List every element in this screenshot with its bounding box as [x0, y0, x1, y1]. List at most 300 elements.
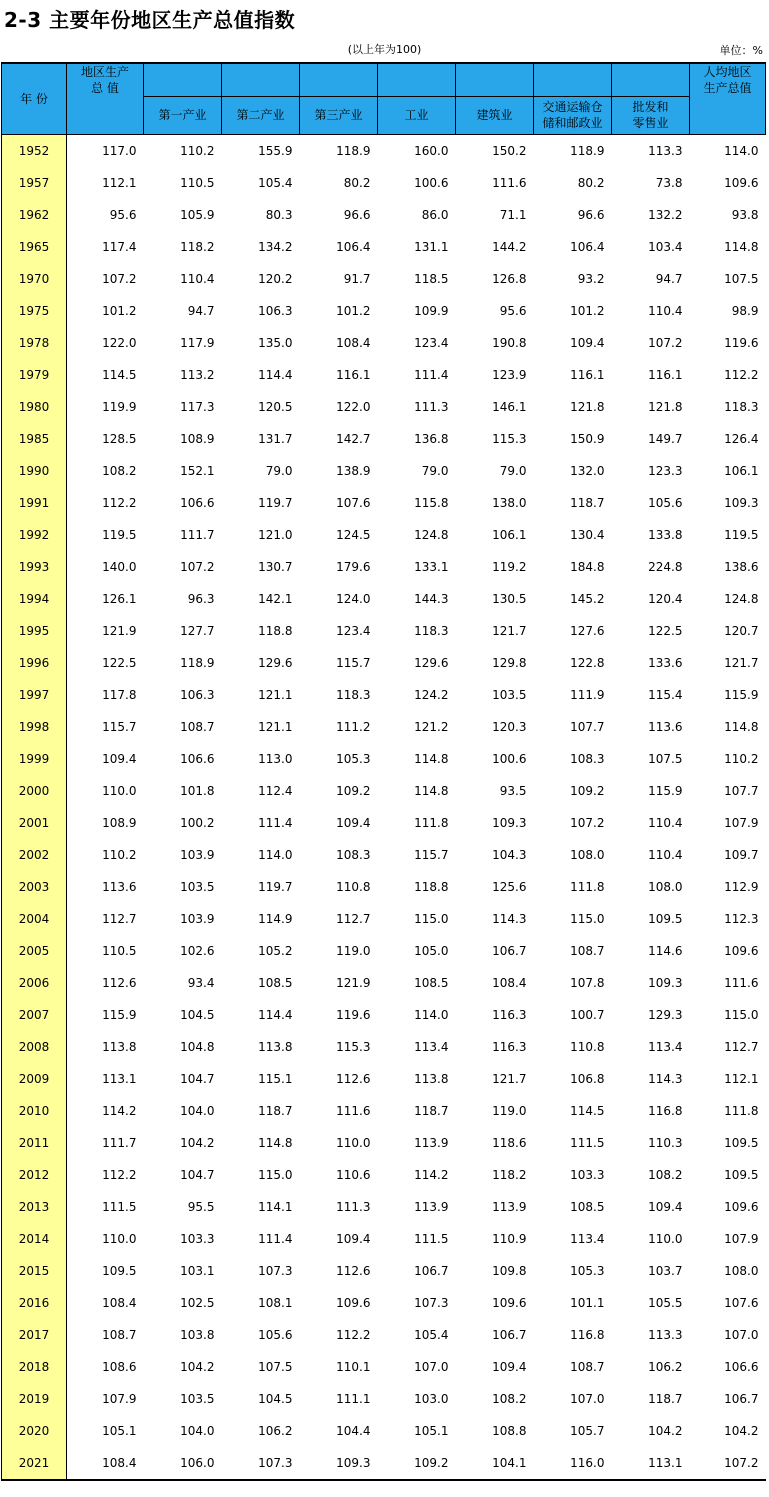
value-cell: 80.3 — [265, 207, 293, 222]
year-cell: 1985 — [2, 423, 67, 455]
value-cell: 117.0 — [102, 143, 137, 158]
value-cell: 104.2 — [180, 1135, 215, 1150]
value-cell: 117.3 — [180, 399, 215, 414]
value-cell: 121.1 — [258, 719, 293, 734]
header-tertiary: 第三产业 — [300, 96, 378, 134]
header-primary: 第一产业 — [144, 96, 222, 134]
year-cell: 2003 — [2, 871, 67, 903]
value-cell: 116.3 — [492, 1007, 527, 1022]
value-cell: 120.7 — [724, 623, 759, 638]
value-cell: 109.5 — [724, 1167, 759, 1182]
value-cell: 109.6 — [724, 175, 759, 190]
value-cell: 107.5 — [258, 1359, 293, 1374]
value-cell: 106.7 — [414, 1263, 449, 1278]
value-cell: 109.4 — [570, 335, 605, 350]
value-cell: 107.9 — [724, 815, 759, 830]
value-cell: 106.2 — [648, 1359, 683, 1374]
value-cell: 105.3 — [570, 1263, 605, 1278]
value-cell: 123.9 — [492, 367, 527, 382]
value-cell: 115.0 — [414, 911, 449, 926]
table-row — [2, 519, 766, 551]
value-cell: 106.7 — [492, 943, 527, 958]
year-cell: 1970 — [2, 263, 67, 295]
value-cell: 113.9 — [414, 1135, 449, 1150]
value-cell: 105.2 — [258, 943, 293, 958]
header-per-capita-lower — [690, 96, 766, 134]
value-cell: 91.7 — [343, 271, 371, 286]
table-row — [2, 1031, 766, 1063]
value-cell: 115.4 — [648, 687, 683, 702]
value-cell: 138.6 — [724, 559, 759, 574]
table-row — [2, 199, 766, 231]
value-cell: 109.3 — [648, 975, 683, 990]
header-secondary: 第二产业 — [222, 96, 300, 134]
value-cell: 132.2 — [648, 207, 683, 222]
value-cell: 108.2 — [648, 1167, 683, 1182]
value-cell: 124.8 — [414, 527, 449, 542]
value-cell: 100.6 — [492, 751, 527, 766]
year-cell: 2014 — [2, 1223, 67, 1255]
value-cell: 150.9 — [570, 431, 605, 446]
value-cell: 111.1 — [336, 1391, 371, 1406]
value-cell: 114.3 — [648, 1071, 683, 1086]
value-cell: 112.2 — [336, 1327, 371, 1342]
value-cell: 111.8 — [570, 879, 605, 894]
value-cell: 113.9 — [414, 1199, 449, 1214]
year-cell: 2009 — [2, 1063, 67, 1095]
value-cell: 111.8 — [724, 1103, 759, 1118]
value-cell: 106.7 — [492, 1327, 527, 1342]
value-cell: 131.7 — [258, 431, 293, 446]
value-cell: 103.8 — [180, 1327, 215, 1342]
value-cell: 108.4 — [336, 335, 371, 350]
value-cell: 144.2 — [492, 239, 527, 254]
value-cell: 138.0 — [492, 495, 527, 510]
value-cell: 101.1 — [570, 1295, 605, 1310]
value-cell: 224.8 — [648, 559, 683, 574]
table-row — [2, 679, 766, 711]
value-cell: 103.7 — [648, 1263, 683, 1278]
year-cell: 1962 — [2, 199, 67, 231]
header-gdp-lower — [67, 96, 144, 134]
year-cell: 2010 — [2, 1095, 67, 1127]
value-cell: 114.8 — [724, 239, 759, 254]
value-cell: 108.4 — [492, 975, 527, 990]
value-cell: 118.6 — [492, 1135, 527, 1150]
value-cell: 114.5 — [102, 367, 137, 382]
value-cell: 100.7 — [570, 1007, 605, 1022]
table-header — [2, 63, 766, 134]
value-cell: 121.7 — [492, 623, 527, 638]
value-cell: 107.2 — [570, 815, 605, 830]
year-cell: 2020 — [2, 1415, 67, 1447]
value-cell: 118.8 — [258, 623, 293, 638]
header-gap-3 — [300, 63, 378, 96]
value-cell: 190.8 — [492, 335, 527, 350]
value-cell: 109.4 — [336, 815, 371, 830]
table-row — [2, 999, 766, 1031]
value-cell: 104.0 — [180, 1103, 215, 1118]
value-cell: 121.7 — [492, 1071, 527, 1086]
value-cell: 111.8 — [414, 815, 449, 830]
value-cell: 104.7 — [180, 1167, 215, 1182]
year-cell: 1979 — [2, 359, 67, 391]
table-row — [2, 1383, 766, 1415]
value-cell: 112.4 — [258, 783, 293, 798]
value-cell: 96.6 — [343, 207, 371, 222]
value-cell: 120.4 — [648, 591, 683, 606]
value-cell: 107.2 — [102, 271, 137, 286]
gdp-index-table — [1, 62, 766, 1481]
value-cell: 108.7 — [180, 719, 215, 734]
year-cell: 2021 — [2, 1447, 67, 1480]
value-cell: 104.4 — [336, 1423, 371, 1438]
value-cell: 118.8 — [414, 879, 449, 894]
value-cell: 109.5 — [102, 1263, 137, 1278]
value-cell: 109.2 — [570, 783, 605, 798]
value-cell: 105.7 — [570, 1423, 605, 1438]
value-cell: 110.8 — [570, 1039, 605, 1054]
value-cell: 107.0 — [570, 1391, 605, 1406]
value-cell: 126.4 — [724, 431, 759, 446]
value-cell: 104.2 — [180, 1359, 215, 1374]
value-cell: 107.5 — [648, 751, 683, 766]
value-cell: 106.4 — [570, 239, 605, 254]
value-cell: 149.7 — [648, 431, 683, 446]
value-cell: 111.4 — [414, 367, 449, 382]
value-cell: 109.4 — [648, 1199, 683, 1214]
value-cell: 113.2 — [180, 367, 215, 382]
value-cell: 109.5 — [724, 1135, 759, 1150]
year-cell: 1999 — [2, 743, 67, 775]
value-cell: 121.7 — [724, 655, 759, 670]
value-cell: 108.4 — [67, 1447, 144, 1480]
value-cell: 101.2 — [570, 303, 605, 318]
value-cell: 96.6 — [577, 207, 605, 222]
value-cell: 115.0 — [570, 911, 605, 926]
value-cell: 114.0 — [258, 847, 293, 862]
value-cell: 118.9 — [336, 143, 371, 158]
value-cell: 142.1 — [258, 591, 293, 606]
value-cell: 104.5 — [258, 1391, 293, 1406]
value-cell: 133.1 — [414, 559, 449, 574]
value-cell: 110.8 — [336, 879, 371, 894]
value-cell: 106.1 — [492, 527, 527, 542]
value-cell: 104.1 — [456, 1447, 534, 1480]
value-cell: 119.2 — [492, 559, 527, 574]
value-cell: 105.6 — [258, 1327, 293, 1342]
value-cell: 106.3 — [258, 303, 293, 318]
year-cell: 1975 — [2, 295, 67, 327]
year-cell: 2017 — [2, 1319, 67, 1351]
value-cell: 111.5 — [102, 1199, 137, 1214]
value-cell: 103.9 — [180, 911, 215, 926]
table-row — [2, 903, 766, 935]
value-cell: 112.2 — [724, 367, 759, 382]
value-cell: 108.1 — [258, 1295, 293, 1310]
value-cell: 109.5 — [648, 911, 683, 926]
value-cell: 117.4 — [102, 239, 137, 254]
value-cell: 102.5 — [180, 1295, 215, 1310]
value-cell: 142.7 — [336, 431, 371, 446]
year-cell: 2005 — [2, 935, 67, 967]
value-cell: 112.3 — [724, 911, 759, 926]
table-row — [2, 295, 766, 327]
value-cell: 105.5 — [648, 1295, 683, 1310]
value-cell: 116.8 — [570, 1327, 605, 1342]
value-cell: 100.2 — [180, 815, 215, 830]
value-cell: 116.1 — [648, 367, 683, 382]
value-cell: 110.6 — [336, 1167, 371, 1182]
value-cell: 114.8 — [258, 1135, 293, 1150]
value-cell: 114.9 — [258, 911, 293, 926]
value-cell: 118.7 — [414, 1103, 449, 1118]
value-cell: 117.9 — [180, 335, 215, 350]
value-cell: 114.8 — [414, 783, 449, 798]
value-cell: 108.7 — [570, 1359, 605, 1374]
value-cell: 95.6 — [109, 207, 137, 222]
header-wholesale: 批发和 零售业 — [612, 96, 690, 134]
year-cell: 1996 — [2, 647, 67, 679]
header-gap-6 — [534, 63, 612, 96]
value-cell: 103.5 — [180, 1391, 215, 1406]
value-cell: 107.6 — [336, 495, 371, 510]
value-cell: 116.3 — [492, 1039, 527, 1054]
value-cell: 118.7 — [258, 1103, 293, 1118]
value-cell: 104.7 — [180, 1071, 215, 1086]
value-cell: 105.9 — [180, 207, 215, 222]
value-cell: 71.1 — [499, 207, 527, 222]
value-cell: 111.7 — [102, 1135, 137, 1150]
value-cell: 116.8 — [648, 1103, 683, 1118]
header-gap-5 — [456, 63, 534, 96]
table-row — [2, 1351, 766, 1383]
value-cell: 106.7 — [724, 1391, 759, 1406]
value-cell: 145.2 — [570, 591, 605, 606]
table-row — [2, 743, 766, 775]
value-cell: 108.2 — [492, 1391, 527, 1406]
value-cell: 107.3 — [414, 1295, 449, 1310]
value-cell: 114.4 — [258, 1007, 293, 1022]
value-cell: 121.8 — [570, 399, 605, 414]
value-cell: 80.2 — [343, 175, 371, 190]
value-cell: 108.0 — [570, 847, 605, 862]
value-cell: 114.6 — [648, 943, 683, 958]
year-cell: 1952 — [2, 134, 67, 167]
value-cell: 110.3 — [648, 1135, 683, 1150]
value-cell: 109.4 — [336, 1231, 371, 1246]
table-row — [2, 839, 766, 871]
value-cell: 108.4 — [102, 1295, 137, 1310]
value-cell: 104.0 — [180, 1423, 215, 1438]
value-cell: 103.1 — [180, 1263, 215, 1278]
table-row — [2, 455, 766, 487]
value-cell: 107.7 — [724, 783, 759, 798]
year-cell: 2006 — [2, 967, 67, 999]
value-cell: 121.9 — [336, 975, 371, 990]
header-transport: 交通运输仓 储和邮政业 — [534, 96, 612, 134]
value-cell: 122.0 — [336, 399, 371, 414]
value-cell: 96.3 — [187, 591, 215, 606]
value-cell: 101.2 — [336, 303, 371, 318]
value-cell: 123.3 — [648, 463, 683, 478]
value-cell: 110.9 — [492, 1231, 527, 1246]
value-cell: 115.9 — [102, 1007, 137, 1022]
value-cell: 107.0 — [724, 1327, 759, 1342]
value-cell: 119.7 — [258, 495, 293, 510]
value-cell: 121.8 — [648, 399, 683, 414]
value-cell: 116.0 — [534, 1447, 612, 1480]
table-row — [2, 1415, 766, 1447]
value-cell: 115.0 — [724, 1007, 759, 1022]
value-cell: 107.2 — [180, 559, 215, 574]
value-cell: 109.3 — [724, 495, 759, 510]
value-cell: 122.5 — [102, 655, 137, 670]
value-cell: 111.3 — [336, 1199, 371, 1214]
value-cell: 112.6 — [336, 1263, 371, 1278]
value-cell: 113.9 — [492, 1199, 527, 1214]
value-cell: 130.4 — [570, 527, 605, 542]
value-cell: 111.5 — [570, 1135, 605, 1150]
header-year: 年 份 — [2, 63, 67, 134]
value-cell: 179.6 — [336, 559, 371, 574]
value-cell: 108.5 — [258, 975, 293, 990]
value-cell: 115.7 — [336, 655, 371, 670]
table-row — [2, 807, 766, 839]
value-cell: 93.5 — [499, 783, 527, 798]
value-cell: 79.0 — [265, 463, 293, 478]
value-cell: 109.3 — [300, 1447, 378, 1480]
value-cell: 93.8 — [731, 207, 759, 222]
value-cell: 136.8 — [414, 431, 449, 446]
value-cell: 123.4 — [414, 335, 449, 350]
value-cell: 115.0 — [258, 1167, 293, 1182]
value-cell: 114.8 — [414, 751, 449, 766]
table-row — [2, 1255, 766, 1287]
value-cell: 114.2 — [102, 1103, 137, 1118]
value-cell: 114.4 — [258, 367, 293, 382]
value-cell: 113.4 — [570, 1231, 605, 1246]
value-cell: 118.9 — [180, 655, 215, 670]
value-cell: 109.4 — [102, 751, 137, 766]
value-cell: 112.1 — [724, 1071, 759, 1086]
value-cell: 115.7 — [102, 719, 137, 734]
table-row — [2, 1063, 766, 1095]
value-cell: 113.8 — [258, 1039, 293, 1054]
value-cell: 106.0 — [144, 1447, 222, 1480]
year-cell: 2011 — [2, 1127, 67, 1159]
value-cell: 103.9 — [180, 847, 215, 862]
value-cell: 108.6 — [102, 1359, 137, 1374]
table-row — [2, 134, 766, 167]
value-cell: 105.1 — [414, 1423, 449, 1438]
year-cell: 2018 — [2, 1351, 67, 1383]
value-cell: 132.0 — [570, 463, 605, 478]
value-cell: 125.6 — [492, 879, 527, 894]
value-cell: 112.7 — [724, 1039, 759, 1054]
value-cell: 118.5 — [414, 271, 449, 286]
value-cell: 114.8 — [724, 719, 759, 734]
value-cell: 108.5 — [414, 975, 449, 990]
value-cell: 111.4 — [258, 815, 293, 830]
value-cell: 107.5 — [724, 271, 759, 286]
value-cell: 110.0 — [648, 1231, 683, 1246]
value-cell: 110.0 — [102, 783, 137, 798]
value-cell: 107.6 — [724, 1295, 759, 1310]
value-cell: 115.1 — [258, 1071, 293, 1086]
value-cell: 101.8 — [180, 783, 215, 798]
value-cell: 102.6 — [180, 943, 215, 958]
value-cell: 116.1 — [570, 367, 605, 382]
table-row — [2, 263, 766, 295]
value-cell: 121.1 — [258, 687, 293, 702]
value-cell: 107.9 — [724, 1231, 759, 1246]
value-cell: 104.3 — [492, 847, 527, 862]
value-cell: 113.8 — [414, 1071, 449, 1086]
value-cell: 110.0 — [336, 1135, 371, 1150]
value-cell: 105.4 — [258, 175, 293, 190]
year-cell: 2016 — [2, 1287, 67, 1319]
value-cell: 93.2 — [577, 271, 605, 286]
value-cell: 118.3 — [414, 623, 449, 638]
value-cell: 127.7 — [180, 623, 215, 638]
value-cell: 100.6 — [414, 175, 449, 190]
value-cell: 119.5 — [724, 527, 759, 542]
value-cell: 113.6 — [648, 719, 683, 734]
header-industry: 工业 — [378, 96, 456, 134]
year-cell: 2019 — [2, 1383, 67, 1415]
value-cell: 120.5 — [258, 399, 293, 414]
table-row — [2, 327, 766, 359]
value-cell: 108.3 — [570, 751, 605, 766]
table-row — [2, 1223, 766, 1255]
value-cell: 108.7 — [102, 1327, 137, 1342]
value-cell: 119.7 — [258, 879, 293, 894]
value-cell: 110.2 — [180, 143, 215, 158]
value-cell: 109.9 — [414, 303, 449, 318]
value-cell: 121.2 — [414, 719, 449, 734]
value-cell: 98.9 — [731, 303, 759, 318]
value-cell: 114.5 — [570, 1103, 605, 1118]
table-body — [2, 134, 766, 1480]
value-cell: 107.2 — [648, 335, 683, 350]
table-row — [2, 359, 766, 391]
value-cell: 109.8 — [492, 1263, 527, 1278]
value-cell: 124.0 — [336, 591, 371, 606]
table-row — [2, 935, 766, 967]
value-cell: 109.6 — [724, 943, 759, 958]
value-cell: 106.3 — [180, 687, 215, 702]
value-cell: 106.6 — [180, 495, 215, 510]
value-cell: 73.8 — [655, 175, 683, 190]
value-cell: 109.4 — [492, 1359, 527, 1374]
header-per-capita: 人均地区 生产总值 — [690, 63, 766, 96]
value-cell: 110.4 — [648, 303, 683, 318]
table-row — [2, 423, 766, 455]
header-gap-2 — [222, 63, 300, 96]
table-row — [2, 711, 766, 743]
value-cell: 107.3 — [258, 1263, 293, 1278]
value-cell: 117.8 — [102, 687, 137, 702]
value-cell: 108.3 — [336, 847, 371, 862]
value-cell: 104.2 — [648, 1423, 683, 1438]
year-cell: 2001 — [2, 807, 67, 839]
table-row — [2, 775, 766, 807]
value-cell: 107.9 — [102, 1391, 137, 1406]
table-row — [2, 1095, 766, 1127]
value-cell: 110.4 — [648, 815, 683, 830]
table-row — [2, 583, 766, 615]
